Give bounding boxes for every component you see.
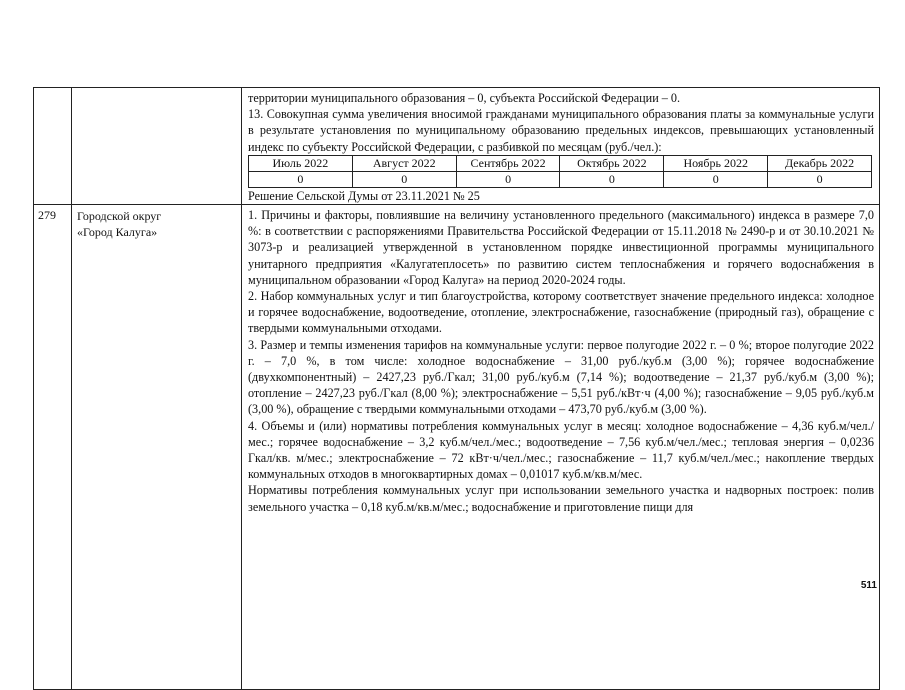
content-clip (248, 207, 874, 689)
decision-text: Решение Сельской Думы от 23.11.2021 № 25 (248, 188, 480, 203)
region-line: «Город Калуга» (77, 225, 158, 240)
table-row (34, 205, 880, 690)
row-number: 279 (34, 205, 72, 690)
paragraph: 13. Совокупная сумма увеличения вносимой гражданами муниципального образования платы за коммунальные услуги в результате установления по муниципальному образованию предельных индексов, превышающих установленный индекс по субъекту Российской Федерации, с разбивкой по месяцам (руб./чел.): (248, 107, 874, 154)
paragraph: 1. Причины и факторы, повлиявшие на величину установленного предельного (максимального) индекса в размере 7,0 %: в соответствии с распоряжениями Правительства Российской Федерации от 15.11.2018 № 2490-р и от 30.10.2021 № 3073-р и реализацией утвержденной в установленном порядке инвестиционной программы муниципального унитарного предприятия «Калугатеплосеть» по развитию систем теплоснабжения и горячего водоснабжения в муниципальном образовании «Город Калуга» на период 2020-2024 годы. (248, 208, 874, 287)
page-number: 511 (860, 580, 877, 591)
month-value: 0 (249, 171, 353, 187)
region-line: Городской округ (77, 209, 162, 224)
number-cell (34, 88, 72, 205)
paragraph: 3. Размер и темпы изменения тарифов на коммунальные услуги: первое полугодие 2022 г. – 0 %; второе полугодие 2022 г. – 7,0 %, в том числе: холодное водоснабжение – 31,00 руб./куб.м (3,00 %); горячее водоснабжение (двухкомпонентный) – 2427,23 руб./Гкал; 31,00 руб./куб.м (7,14 %); водоотведение – 21,37 руб./куб.м (3,00 %); отопление – 2427,23 руб./Гкал (8,00 %); электроснабжение – 5,51 руб./кВт·ч (4,00 %); газоснабжение – 9,05 руб./куб.м (3,00 %), обращение с твердыми коммунальными отходами – 473,70 руб./куб.м (3,00 %). (248, 337, 874, 417)
monthly-table (248, 155, 872, 188)
region-cell (72, 88, 242, 205)
paragraph: территории муниципального образования – 0, субъекта Российской Федерации – 0. (248, 91, 681, 105)
month-value: 0 (560, 171, 664, 187)
month-value: 0 (768, 171, 872, 187)
region-name (72, 205, 242, 690)
content-cell (242, 205, 880, 690)
month-header: Август 2022 (352, 155, 456, 171)
paragraph: 2. Набор коммунальных услуг и тип благоустройства, которому соответствует значение предельного индекса: холодное и горячее водоснабжение, водоотведение, отопление, электроснабжение, газоснабжение (природный газ), обращение с твердыми коммунальными отходами. (248, 289, 874, 336)
month-header-row (249, 155, 872, 171)
paragraph: Нормативы потребления коммунальных услуг при использовании земельного участка и надворных построек: полив земельного участка – 0,18 куб.м/кв.м/мес.; водоснабжение и приготовление пищи для (248, 483, 874, 514)
month-header: Ноябрь 2022 (664, 155, 768, 171)
month-value: 0 (352, 171, 456, 187)
main-table (33, 87, 880, 690)
content-cell (242, 88, 880, 205)
month-value-row (249, 171, 872, 187)
month-header: Октябрь 2022 (560, 155, 664, 171)
month-header: Декабрь 2022 (768, 155, 872, 171)
month-header: Сентябрь 2022 (456, 155, 560, 171)
month-value: 0 (456, 171, 560, 187)
table-row (34, 88, 880, 205)
month-value: 0 (664, 171, 768, 187)
month-header: Июль 2022 (249, 155, 353, 171)
paragraph: 4. Объемы и (или) нормативы потребления коммунальных услуг в месяц: холодное водоснабжение – 4,36 куб.м/чел./мес.; горячее водоснабжение – 3,2 куб.м/чел./мес.; водоотведение – 7,56 куб.м/чел./мес.; тепловая энергия – 0,0236 Гкал/кв. м/мес.; электроснабжение – 72 кВт·ч/чел./мес.; газоснабжение – 11,7 куб.м/чел./мес.; накопление твердых коммунальных отходов в многоквартирных домах – 0,01017 куб.м/кв.м/мес. (248, 418, 874, 482)
